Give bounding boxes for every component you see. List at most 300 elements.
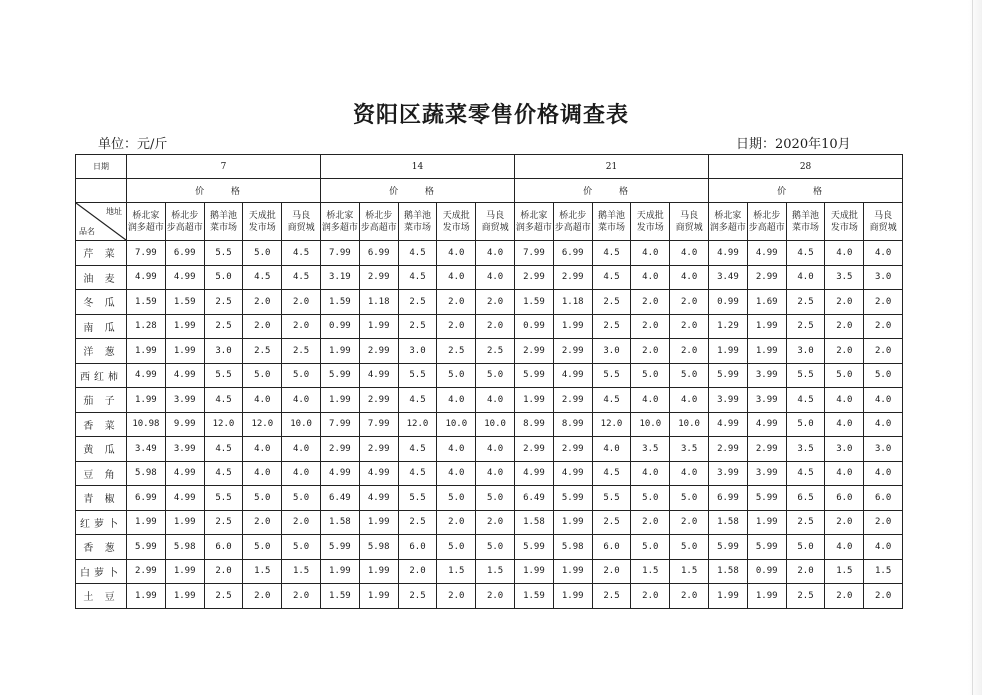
price-cell: 5.5 — [204, 363, 243, 388]
price-cell: 4.5 — [398, 265, 437, 290]
price-cell: 5.99 — [747, 486, 786, 511]
price-cell: 1.5 — [825, 559, 864, 584]
price-cell: 2.0 — [476, 314, 515, 339]
product-name-cell: 白萝卜 — [76, 559, 127, 584]
product-name-cell: 红萝卜 — [76, 510, 127, 535]
vendor-header-cell: 桥北步 步高超市 — [165, 203, 204, 241]
price-cell: 12.0 — [592, 412, 631, 437]
price-cell: 4.0 — [670, 388, 709, 413]
price-cell: 4.99 — [165, 363, 204, 388]
price-cell: 2.5 — [398, 290, 437, 315]
price-cell: 1.99 — [553, 510, 592, 535]
price-cell: 5.5 — [398, 486, 437, 511]
price-cell: 4.0 — [631, 265, 670, 290]
price-cell: 1.99 — [165, 339, 204, 364]
price-cell: 4.0 — [282, 388, 321, 413]
price-cell: 2.5 — [398, 510, 437, 535]
price-cell: 1.99 — [321, 339, 360, 364]
price-table — [75, 154, 903, 609]
price-cell: 1.5 — [476, 559, 515, 584]
price-cell: 7.99 — [515, 241, 554, 266]
price-cell: 4.99 — [165, 265, 204, 290]
price-cell: 4.99 — [359, 486, 398, 511]
price-cell: 2.0 — [282, 290, 321, 315]
price-cell: 5.98 — [165, 535, 204, 560]
price-cell: 4.5 — [592, 461, 631, 486]
price-cell: 1.5 — [670, 559, 709, 584]
price-cell: 2.0 — [437, 510, 476, 535]
price-cell: 1.18 — [553, 290, 592, 315]
vendor-header-cell: 桥北家 润多超市 — [709, 203, 748, 241]
price-cell: 1.99 — [553, 584, 592, 609]
price-cell: 2.99 — [747, 265, 786, 290]
price-cell: 2.5 — [282, 339, 321, 364]
price-cell: 4.99 — [747, 412, 786, 437]
price-cell: 10.98 — [127, 412, 166, 437]
price-cell: 2.0 — [825, 290, 864, 315]
price-cell: 6.99 — [359, 241, 398, 266]
price-cell: 5.0 — [670, 535, 709, 560]
price-cell: 2.0 — [592, 559, 631, 584]
vendor-header-cell: 桥北家 润多超市 — [127, 203, 166, 241]
price-cell: 4.0 — [476, 265, 515, 290]
price-cell: 4.0 — [243, 437, 282, 462]
product-name-cell: 香 葱 — [76, 535, 127, 560]
price-cell: 5.5 — [786, 363, 825, 388]
price-cell: 5.5 — [398, 363, 437, 388]
date-column-14: 14 — [321, 155, 515, 179]
price-cell: 1.29 — [709, 314, 748, 339]
price-cell: 0.99 — [747, 559, 786, 584]
price-cell: 3.49 — [127, 437, 166, 462]
vendor-header-cell: 桥北步 步高超市 — [553, 203, 592, 241]
vendor-header-cell: 鹅羊池 菜市场 — [204, 203, 243, 241]
price-cell: 1.28 — [127, 314, 166, 339]
product-name-cell: 茄 子 — [76, 388, 127, 413]
unit-label: 单位：元/斤 — [98, 137, 168, 152]
price-cell: 2.0 — [670, 339, 709, 364]
price-group-label: 价 格 — [709, 179, 903, 203]
price-cell: 3.0 — [825, 437, 864, 462]
price-cell: 2.0 — [437, 584, 476, 609]
price-cell: 10.0 — [282, 412, 321, 437]
price-cell: 3.5 — [631, 437, 670, 462]
price-cell: 8.99 — [553, 412, 592, 437]
price-cell: 5.0 — [670, 363, 709, 388]
price-cell: 5.98 — [127, 461, 166, 486]
table-row — [76, 265, 903, 290]
price-cell: 1.18 — [359, 290, 398, 315]
price-cell: 5.5 — [592, 486, 631, 511]
price-cell: 3.5 — [786, 437, 825, 462]
price-cell: 6.0 — [204, 535, 243, 560]
price-cell: 3.0 — [204, 339, 243, 364]
price-cell: 2.5 — [476, 339, 515, 364]
price-cell: 4.5 — [282, 241, 321, 266]
price-cell: 4.0 — [592, 437, 631, 462]
price-cell: 2.99 — [127, 559, 166, 584]
price-cell: 5.0 — [631, 535, 670, 560]
price-cell: 1.5 — [243, 559, 282, 584]
price-cell: 5.5 — [204, 486, 243, 511]
price-cell: 4.99 — [165, 461, 204, 486]
price-cell: 4.99 — [359, 461, 398, 486]
table-row — [76, 290, 903, 315]
price-cell: 4.5 — [204, 437, 243, 462]
price-cell: 3.0 — [786, 339, 825, 364]
price-cell: 7.99 — [321, 412, 360, 437]
price-cell: 7.99 — [321, 241, 360, 266]
price-cell: 1.99 — [553, 559, 592, 584]
price-cell: 5.0 — [204, 265, 243, 290]
price-cell: 5.0 — [437, 535, 476, 560]
price-cell: 2.0 — [631, 339, 670, 364]
price-cell: 2.99 — [321, 437, 360, 462]
vendor-header-cell: 马良 商贸城 — [476, 203, 515, 241]
price-cell: 3.99 — [747, 388, 786, 413]
price-cell: 2.99 — [747, 437, 786, 462]
price-cell: 1.99 — [747, 314, 786, 339]
price-cell: 7.99 — [359, 412, 398, 437]
price-cell: 2.0 — [670, 290, 709, 315]
price-cell: 12.0 — [243, 412, 282, 437]
date-label: 日期：2020年10月 — [736, 137, 851, 152]
table-row — [76, 461, 903, 486]
price-cell: 4.5 — [282, 265, 321, 290]
price-cell: 5.99 — [515, 535, 554, 560]
vendor-header-cell: 天成批 发市场 — [243, 203, 282, 241]
price-cell: 5.0 — [670, 486, 709, 511]
price-cell: 6.99 — [165, 241, 204, 266]
vendor-header-cell: 天成批 发市场 — [437, 203, 476, 241]
price-cell: 1.69 — [747, 290, 786, 315]
price-cell: 2.5 — [204, 290, 243, 315]
price-cell: 12.0 — [398, 412, 437, 437]
price-cell: 2.0 — [476, 290, 515, 315]
blank-header-cell — [76, 179, 127, 203]
price-cell: 1.99 — [321, 559, 360, 584]
price-cell: 5.0 — [786, 535, 825, 560]
price-cell: 3.49 — [709, 265, 748, 290]
price-cell: 1.59 — [321, 584, 360, 609]
price-cell: 6.0 — [864, 486, 903, 511]
price-cell: 4.0 — [825, 388, 864, 413]
price-cell: 1.5 — [437, 559, 476, 584]
price-cell: 1.58 — [321, 510, 360, 535]
price-cell: 2.0 — [864, 314, 903, 339]
price-cell: 5.99 — [321, 535, 360, 560]
price-cell: 4.5 — [786, 461, 825, 486]
price-cell: 2.99 — [553, 339, 592, 364]
price-cell: 2.0 — [670, 510, 709, 535]
price-cell: 2.99 — [515, 339, 554, 364]
price-cell: 2.0 — [398, 559, 437, 584]
price-cell: 2.0 — [282, 584, 321, 609]
price-cell: 4.0 — [670, 461, 709, 486]
price-cell: 4.0 — [864, 412, 903, 437]
product-name-cell: 黄 瓜 — [76, 437, 127, 462]
price-cell: 4.0 — [631, 388, 670, 413]
price-cell: 2.5 — [204, 510, 243, 535]
price-cell: 2.5 — [398, 584, 437, 609]
table-row — [76, 510, 903, 535]
date-column-21: 21 — [515, 155, 709, 179]
price-cell: 1.99 — [165, 314, 204, 339]
vendor-header-cell: 天成批 发市场 — [825, 203, 864, 241]
price-cell: 1.99 — [747, 584, 786, 609]
table-row — [76, 486, 903, 511]
price-cell: 2.5 — [243, 339, 282, 364]
price-cell: 3.0 — [592, 339, 631, 364]
product-name-cell: 西红柿 — [76, 363, 127, 388]
price-cell: 5.0 — [825, 363, 864, 388]
price-cell: 3.99 — [165, 388, 204, 413]
price-cell: 4.0 — [864, 461, 903, 486]
price-cell: 4.5 — [592, 241, 631, 266]
price-cell: 1.99 — [709, 339, 748, 364]
price-cell: 1.99 — [127, 339, 166, 364]
price-cell: 1.58 — [709, 510, 748, 535]
price-cell: 5.99 — [553, 486, 592, 511]
price-cell: 1.99 — [359, 510, 398, 535]
table-row — [76, 535, 903, 560]
vendor-header-cell: 鹅羊池 菜市场 — [786, 203, 825, 241]
price-cell: 5.0 — [282, 363, 321, 388]
price-cell: 2.0 — [476, 584, 515, 609]
price-cell: 2.5 — [786, 314, 825, 339]
price-cell: 4.99 — [127, 265, 166, 290]
price-cell: 4.0 — [437, 388, 476, 413]
price-cell: 4.99 — [321, 461, 360, 486]
table-row — [76, 241, 903, 266]
price-cell: 4.0 — [786, 265, 825, 290]
price-cell: 5.98 — [359, 535, 398, 560]
price-cell: 6.0 — [825, 486, 864, 511]
product-name-cell: 南 瓜 — [76, 314, 127, 339]
price-cell: 4.0 — [476, 388, 515, 413]
price-cell: 1.99 — [359, 584, 398, 609]
price-cell: 2.99 — [709, 437, 748, 462]
price-cell: 4.5 — [786, 241, 825, 266]
price-cell: 2.5 — [592, 510, 631, 535]
price-cell: 2.0 — [825, 584, 864, 609]
price-cell: 0.99 — [515, 314, 554, 339]
price-cell: 1.99 — [515, 388, 554, 413]
price-cell: 0.99 — [709, 290, 748, 315]
price-cell: 2.0 — [786, 559, 825, 584]
price-cell: 4.0 — [631, 461, 670, 486]
price-cell: 3.99 — [747, 363, 786, 388]
price-cell: 4.5 — [204, 388, 243, 413]
price-cell: 4.99 — [165, 486, 204, 511]
price-cell: 6.0 — [398, 535, 437, 560]
price-cell: 2.5 — [786, 584, 825, 609]
vendor-row — [76, 203, 903, 241]
price-cell: 0.99 — [321, 314, 360, 339]
price-group-label: 价 格 — [127, 179, 321, 203]
price-cell: 2.0 — [864, 584, 903, 609]
price-cell: 4.0 — [825, 535, 864, 560]
price-cell: 4.0 — [864, 535, 903, 560]
price-cell: 5.0 — [243, 535, 282, 560]
price-cell: 2.0 — [864, 290, 903, 315]
price-cell: 2.0 — [243, 290, 282, 315]
price-cell: 4.0 — [476, 437, 515, 462]
date-column-28: 28 — [709, 155, 903, 179]
price-cell: 6.49 — [321, 486, 360, 511]
price-cell: 5.99 — [747, 535, 786, 560]
price-cell: 3.99 — [165, 437, 204, 462]
price-cell: 1.59 — [515, 584, 554, 609]
price-cell: 2.0 — [204, 559, 243, 584]
price-cell: 5.0 — [243, 363, 282, 388]
price-cell: 1.99 — [553, 314, 592, 339]
price-cell: 4.0 — [437, 461, 476, 486]
price-cell: 4.99 — [515, 461, 554, 486]
price-cell: 2.0 — [631, 314, 670, 339]
vendor-header-cell: 天成批 发市场 — [631, 203, 670, 241]
price-cell: 1.99 — [165, 559, 204, 584]
price-cell: 2.0 — [825, 314, 864, 339]
price-cell: 4.0 — [437, 241, 476, 266]
table-row — [76, 314, 903, 339]
price-cell: 1.59 — [515, 290, 554, 315]
date-column-7: 7 — [127, 155, 321, 179]
price-cell: 2.0 — [243, 584, 282, 609]
price-cell: 1.5 — [282, 559, 321, 584]
price-cell: 2.99 — [359, 388, 398, 413]
price-cell: 2.0 — [631, 584, 670, 609]
price-cell: 1.99 — [127, 584, 166, 609]
price-cell: 4.99 — [747, 241, 786, 266]
price-cell: 5.0 — [243, 241, 282, 266]
table-row — [76, 584, 903, 609]
price-cell: 3.0 — [864, 437, 903, 462]
price-cell: 4.0 — [825, 412, 864, 437]
date-header-label: 日期 — [76, 155, 127, 179]
price-cell: 6.99 — [709, 486, 748, 511]
price-cell: 4.99 — [553, 461, 592, 486]
product-name-cell: 冬 瓜 — [76, 290, 127, 315]
table-row — [76, 363, 903, 388]
price-cell: 2.0 — [670, 584, 709, 609]
price-cell: 4.99 — [359, 363, 398, 388]
address-label: 地址 — [106, 207, 122, 216]
table-row — [76, 412, 903, 437]
price-cell: 2.99 — [359, 339, 398, 364]
price-cell: 5.0 — [476, 363, 515, 388]
price-cell: 1.99 — [709, 584, 748, 609]
price-cell: 5.0 — [437, 486, 476, 511]
price-cell: 2.0 — [243, 314, 282, 339]
price-cell: 2.5 — [592, 290, 631, 315]
price-cell: 5.99 — [515, 363, 554, 388]
price-cell: 4.5 — [786, 388, 825, 413]
vendor-header-cell: 桥北家 润多超市 — [321, 203, 360, 241]
price-cell: 4.0 — [631, 241, 670, 266]
price-cell: 4.0 — [864, 241, 903, 266]
price-cell: 2.0 — [825, 510, 864, 535]
price-cell: 2.99 — [553, 388, 592, 413]
price-cell: 4.0 — [825, 241, 864, 266]
price-cell: 4.0 — [243, 461, 282, 486]
price-cell: 4.5 — [243, 265, 282, 290]
price-cell: 4.0 — [437, 437, 476, 462]
product-name-label: 品名 — [79, 227, 95, 236]
price-cell: 2.0 — [437, 314, 476, 339]
price-cell: 2.5 — [786, 510, 825, 535]
price-cell: 5.99 — [127, 535, 166, 560]
price-cell: 4.99 — [553, 363, 592, 388]
price-cell: 10.0 — [631, 412, 670, 437]
price-cell: 1.99 — [515, 559, 554, 584]
price-cell: 4.5 — [592, 265, 631, 290]
price-cell: 2.5 — [204, 314, 243, 339]
price-cell: 2.0 — [243, 510, 282, 535]
product-name-cell: 洋 葱 — [76, 339, 127, 364]
product-name-cell: 芹 菜 — [76, 241, 127, 266]
price-cell: 2.5 — [592, 314, 631, 339]
price-cell: 4.0 — [864, 388, 903, 413]
price-cell: 1.58 — [515, 510, 554, 535]
table-row — [76, 559, 903, 584]
price-cell: 10.0 — [476, 412, 515, 437]
vendor-header-cell: 鹅羊池 菜市场 — [398, 203, 437, 241]
price-cell: 4.99 — [709, 241, 748, 266]
price-cell: 1.99 — [747, 510, 786, 535]
price-cell: 5.98 — [553, 535, 592, 560]
price-cell: 3.0 — [398, 339, 437, 364]
price-cell: 3.99 — [747, 461, 786, 486]
vendor-header-cell: 桥北步 步高超市 — [747, 203, 786, 241]
price-cell: 6.0 — [592, 535, 631, 560]
price-cell: 1.99 — [747, 339, 786, 364]
price-cell: 2.0 — [282, 314, 321, 339]
price-cell: 2.0 — [476, 510, 515, 535]
price-cell: 5.99 — [709, 535, 748, 560]
price-cell: 1.5 — [631, 559, 670, 584]
price-cell: 5.0 — [437, 363, 476, 388]
price-cell: 5.0 — [282, 486, 321, 511]
price-cell: 2.5 — [786, 290, 825, 315]
vendor-header-cell: 马良 商贸城 — [670, 203, 709, 241]
price-cell: 5.0 — [631, 486, 670, 511]
price-cell: 4.0 — [825, 461, 864, 486]
table-row — [76, 388, 903, 413]
price-cell: 5.0 — [476, 535, 515, 560]
price-cell: 2.5 — [204, 584, 243, 609]
product-name-cell: 豆 角 — [76, 461, 127, 486]
vendor-header-cell: 鹅羊池 菜市场 — [592, 203, 631, 241]
price-cell: 4.0 — [670, 241, 709, 266]
price-cell: 5.99 — [321, 363, 360, 388]
price-cell: 4.5 — [398, 388, 437, 413]
price-cell: 3.5 — [670, 437, 709, 462]
price-cell: 4.5 — [204, 461, 243, 486]
price-cell: 4.0 — [437, 265, 476, 290]
price-cell: 8.99 — [515, 412, 554, 437]
price-group-label: 价 格 — [321, 179, 515, 203]
price-cell: 4.5 — [592, 388, 631, 413]
price-cell: 5.0 — [282, 535, 321, 560]
price-cell: 1.99 — [359, 559, 398, 584]
price-cell: 1.58 — [709, 559, 748, 584]
vendor-header-cell: 马良 商贸城 — [282, 203, 321, 241]
diagonal-header-cell — [76, 203, 127, 241]
price-cell: 3.5 — [825, 265, 864, 290]
product-name-cell: 香 菜 — [76, 412, 127, 437]
price-cell: 7.99 — [127, 241, 166, 266]
